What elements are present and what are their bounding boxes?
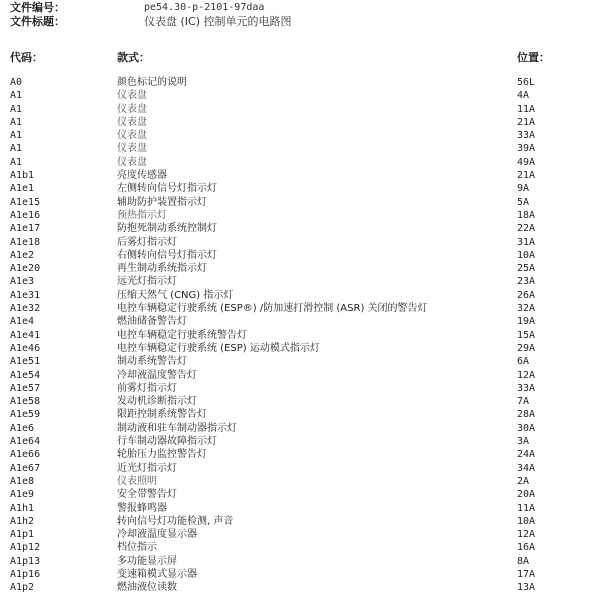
table-row xyxy=(0,408,602,421)
row-code: A1p2 xyxy=(10,582,35,594)
table-row xyxy=(0,488,602,501)
row-description: 仪表盘 xyxy=(117,156,147,168)
table-row xyxy=(0,528,602,541)
table-row xyxy=(0,302,602,315)
row-code: A1p13 xyxy=(10,555,41,567)
table-row xyxy=(0,196,602,209)
row-position: 33A xyxy=(517,130,536,142)
row-position: 13A xyxy=(517,582,536,594)
table-row xyxy=(0,515,602,528)
table-row xyxy=(0,448,602,461)
row-description: 前雾灯指示灯 xyxy=(117,382,177,394)
row-code: A1e46 xyxy=(10,342,41,354)
row-code: A1e57 xyxy=(10,382,41,394)
table-row xyxy=(0,275,602,288)
row-position: 34A xyxy=(517,462,536,474)
row-description: 亮度传感器 xyxy=(117,170,167,182)
row-code: A1h2 xyxy=(10,515,35,527)
table-row xyxy=(0,462,602,475)
table-row xyxy=(0,89,602,102)
row-code: A1e54 xyxy=(10,369,41,381)
row-code: A1e4 xyxy=(10,316,35,328)
row-code: A1e64 xyxy=(10,436,41,448)
row-code: A1e66 xyxy=(10,449,41,461)
row-description: 电控车辆稳定行驶系统警告灯 xyxy=(117,329,247,341)
row-code: A1e17 xyxy=(10,223,41,235)
row-description: 发动机诊断指示灯 xyxy=(117,396,197,408)
row-position: 10A xyxy=(517,515,536,527)
row-position: 49A xyxy=(517,156,536,168)
table-row xyxy=(0,76,602,89)
row-code: A1e67 xyxy=(10,462,41,474)
row-code: A0 xyxy=(10,77,23,88)
row-description: 电控车辆稳定行驶系统 (ESP®) /防加速打滑控制 (ASR) 关闭的警告灯 xyxy=(117,303,428,315)
column-header-pos: 位置： xyxy=(517,51,550,64)
row-position: 21A xyxy=(517,170,536,182)
row-code: A1e41 xyxy=(10,329,41,341)
row-position: 21A xyxy=(517,116,536,128)
doc-number-label: 文件编号： xyxy=(10,1,65,14)
row-position: 19A xyxy=(517,316,536,328)
row-position: 33A xyxy=(517,382,536,394)
table-row xyxy=(0,156,602,169)
table-row xyxy=(0,355,602,368)
row-position: 22A xyxy=(517,223,536,235)
row-position: 5A xyxy=(517,196,530,208)
row-code: A1p16 xyxy=(10,568,41,580)
table-row xyxy=(0,142,602,155)
row-code: A1e16 xyxy=(10,209,41,221)
column-header-desc: 款式： xyxy=(117,51,150,64)
row-code: A1e31 xyxy=(10,289,41,301)
row-position: 12A xyxy=(517,369,536,381)
table-row xyxy=(0,369,602,382)
row-position: 56L xyxy=(517,77,536,88)
table-row xyxy=(0,422,602,435)
row-description: 轮胎压力监控警告灯 xyxy=(117,449,207,461)
table-row xyxy=(0,182,602,195)
row-code: A1 xyxy=(10,116,23,128)
row-description: 颜色标记的说明 xyxy=(117,77,187,88)
row-position: 28A xyxy=(517,409,536,421)
row-description: 燃油储备警告灯 xyxy=(117,316,187,328)
table-row xyxy=(0,395,602,408)
row-description: 冷却液温度显示器 xyxy=(117,529,197,541)
row-description: 警报蜂鸣器 xyxy=(117,502,167,514)
row-code: A1 xyxy=(10,103,23,115)
doc-title-value: 仪表盘 (IC) 控制单元的电路图 xyxy=(144,15,292,28)
row-position: 26A xyxy=(517,289,536,301)
table-row xyxy=(0,329,602,342)
row-description: 仪表盘 xyxy=(117,116,147,128)
table-row xyxy=(0,382,602,395)
table-row xyxy=(0,116,602,129)
row-description: 安全带警告灯 xyxy=(117,489,177,501)
row-position: 3A xyxy=(517,436,530,448)
table-row xyxy=(0,541,602,554)
row-position: 6A xyxy=(517,356,530,368)
table-row xyxy=(0,129,602,142)
table-row xyxy=(0,502,602,515)
row-code: A1p12 xyxy=(10,542,41,554)
row-position: 24A xyxy=(517,449,536,461)
row-position: 11A xyxy=(517,103,536,115)
row-code: A1e9 xyxy=(10,489,35,501)
row-description: 限距控制系统警告灯 xyxy=(117,409,207,421)
row-description: 辅助防护装置指示灯 xyxy=(117,196,207,208)
row-position: 11A xyxy=(517,502,536,514)
row-code: A1e2 xyxy=(10,249,35,261)
table-row xyxy=(0,475,602,488)
row-description: 再生制动系统指示灯 xyxy=(117,263,207,275)
table-row xyxy=(0,103,602,116)
row-code: A1 xyxy=(10,90,23,102)
row-description: 远光灯指示灯 xyxy=(117,276,177,288)
table-row xyxy=(0,315,602,328)
row-position: 25A xyxy=(517,263,536,275)
row-code: A1e59 xyxy=(10,409,41,421)
row-description: 后雾灯指示灯 xyxy=(117,236,177,248)
row-description: 变速箱模式显示器 xyxy=(117,568,197,580)
row-position: 15A xyxy=(517,329,536,341)
row-position: 9A xyxy=(517,183,530,195)
row-position: 12A xyxy=(517,529,536,541)
row-code: A1e15 xyxy=(10,196,41,208)
row-position: 32A xyxy=(517,303,536,315)
row-code: A1e1 xyxy=(10,183,35,195)
row-position: 10A xyxy=(517,249,536,261)
table-row xyxy=(0,342,602,355)
row-description: 仪表盘 xyxy=(117,103,147,115)
row-description: 制动系统警告灯 xyxy=(117,356,187,368)
row-code: A1e58 xyxy=(10,396,41,408)
row-code: A1h1 xyxy=(10,502,35,514)
row-position: 17A xyxy=(517,568,536,580)
row-description: 左侧转向信号灯指示灯 xyxy=(117,183,217,195)
row-position: 31A xyxy=(517,236,536,248)
row-code: A1e8 xyxy=(10,475,35,487)
row-code: A1 xyxy=(10,143,23,155)
table-row xyxy=(0,555,602,568)
row-description: 仪表照明 xyxy=(117,475,157,487)
row-position: 29A xyxy=(517,342,536,354)
component-table xyxy=(0,76,602,595)
row-code: A1e20 xyxy=(10,263,41,275)
row-position: 30A xyxy=(517,422,536,434)
row-description: 行车制动器故障指示灯 xyxy=(117,436,217,448)
row-description: 近光灯指示灯 xyxy=(117,462,177,474)
row-description: 燃油液位读数 xyxy=(117,582,177,594)
doc-number-value: pe54.30-p-2101-97daa xyxy=(144,2,265,13)
table-row xyxy=(0,435,602,448)
table-row xyxy=(0,581,602,594)
row-description: 仪表盘 xyxy=(117,90,147,102)
column-header-code: 代码： xyxy=(10,51,43,64)
row-description: 防抱死制动系统控制灯 xyxy=(117,223,217,235)
row-position: 23A xyxy=(517,276,536,288)
row-description: 电控车辆稳定行驶系统 (ESP) 运动模式指示灯 xyxy=(117,342,320,354)
table-row xyxy=(0,262,602,275)
row-position: 8A xyxy=(517,555,530,567)
row-position: 20A xyxy=(517,489,536,501)
row-description: 压缩天然气 (CNG) 指示灯 xyxy=(117,289,234,301)
row-position: 7A xyxy=(517,396,530,408)
row-description: 右侧转向信号灯指示灯 xyxy=(117,249,217,261)
doc-title-label: 文件标题： xyxy=(10,15,65,28)
row-code: A1e51 xyxy=(10,356,41,368)
row-position: 16A xyxy=(517,542,536,554)
row-description: 预热指示灯 xyxy=(117,209,167,221)
table-row xyxy=(0,236,602,249)
row-description: 冷却液温度警告灯 xyxy=(117,369,197,381)
row-description: 多功能显示屏 xyxy=(117,555,177,567)
row-code: A1e3 xyxy=(10,276,35,288)
row-code: A1e6 xyxy=(10,422,35,434)
table-row xyxy=(0,289,602,302)
row-description: 仪表盘 xyxy=(117,130,147,142)
row-position: 39A xyxy=(517,143,536,155)
row-description: 档位指示 xyxy=(117,542,157,554)
row-position: 18A xyxy=(517,209,536,221)
row-position: 2A xyxy=(517,475,530,487)
row-position: 4A xyxy=(517,90,530,102)
table-row xyxy=(0,169,602,182)
row-code: A1 xyxy=(10,130,23,142)
table-row xyxy=(0,222,602,235)
row-code: A1p1 xyxy=(10,529,35,541)
table-row xyxy=(0,568,602,581)
row-code: A1b1 xyxy=(10,170,35,182)
row-code: A1e32 xyxy=(10,303,41,315)
row-description: 转向信号灯功能检测, 声音 xyxy=(117,515,234,527)
row-description: 制动液和驻车制动器指示灯 xyxy=(117,422,237,434)
row-description: 仪表盘 xyxy=(117,143,147,155)
row-code: A1e18 xyxy=(10,236,41,248)
row-code: A1 xyxy=(10,156,23,168)
table-row xyxy=(0,209,602,222)
table-row xyxy=(0,249,602,262)
